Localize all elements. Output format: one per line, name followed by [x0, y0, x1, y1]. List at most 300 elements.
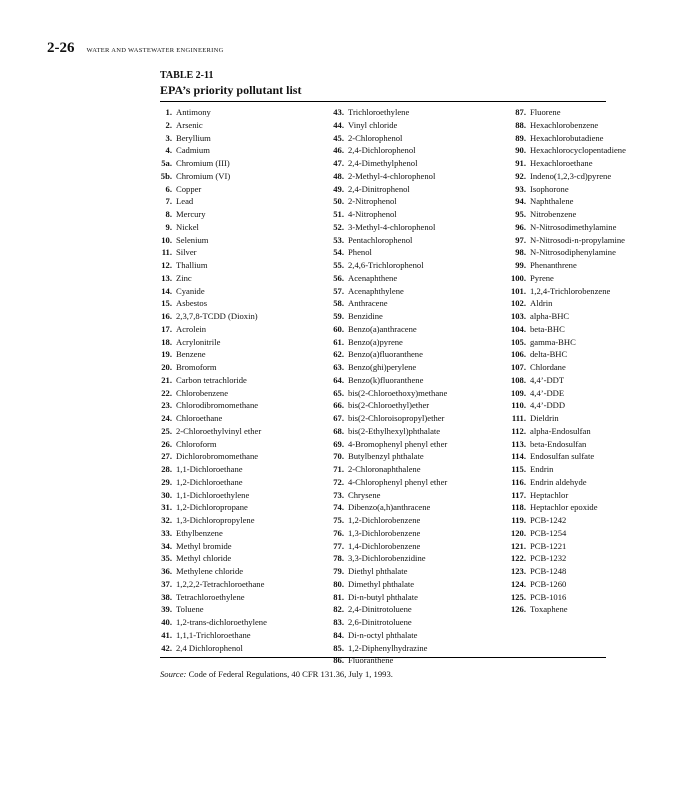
pollutant-name: 1,1-Dichloroethane — [176, 464, 243, 474]
pollutant-number: 111. — [511, 413, 526, 423]
pollutant-name: Naphthalene — [530, 196, 574, 207]
page-number: 2-26 — [47, 40, 75, 56]
pollutant-number: 95. — [515, 209, 526, 219]
pollutant-number: 78. — [333, 553, 344, 564]
pollutant-number: 25. — [161, 425, 172, 436]
pollutant-item — [330, 208, 508, 221]
pollutant-number: 105. — [510, 336, 526, 347]
pollutant-number: 88. — [515, 119, 526, 130]
pollutant-item — [330, 629, 508, 642]
pollutant-item — [160, 272, 328, 285]
pollutant-item — [510, 119, 640, 132]
pollutant-name: Zinc — [176, 272, 192, 283]
pollutant-number: 44. — [333, 119, 344, 130]
table-top-rule — [160, 101, 606, 102]
pollutant-number: 100. — [510, 272, 526, 283]
pollutant-item — [330, 540, 508, 553]
pollutant-number: 97. — [515, 234, 526, 245]
pollutant-name: 1,2-Dichloropropane — [176, 502, 248, 513]
pollutant-item — [160, 336, 328, 349]
pollutant-item — [160, 234, 328, 247]
pollutant-name: 2,4-Dimethylphenol — [348, 158, 418, 168]
pollutant-number: 70. — [333, 451, 344, 462]
pollutant-item — [160, 361, 328, 374]
pollutant-number: 30. — [161, 489, 172, 500]
pollutant-item — [510, 578, 640, 591]
pollutant-number: 117. — [511, 489, 526, 500]
pollutant-item — [510, 144, 640, 157]
pollutant-number: 5a. — [161, 158, 172, 168]
pollutant-number: 47. — [333, 158, 344, 168]
pollutant-item — [510, 272, 640, 285]
pollutant-number: 11. — [161, 247, 172, 258]
pollutant-number: 7. — [165, 196, 172, 207]
pollutant-item — [160, 221, 328, 234]
pollutant-item — [160, 208, 328, 221]
pollutant-name: 2-Nitrophenol — [348, 196, 397, 207]
pollutant-item — [510, 399, 640, 412]
pollutant-number: 101. — [510, 285, 526, 296]
pollutant-item — [330, 106, 508, 119]
pollutant-number: 38. — [161, 591, 172, 602]
pollutant-item — [510, 246, 640, 259]
pollutant-item — [330, 336, 508, 349]
pollutant-item — [510, 374, 640, 387]
pollutant-item — [510, 157, 640, 170]
pollutant-item — [160, 285, 328, 298]
pollutant-item — [160, 170, 328, 183]
pollutant-name: 2,4-Dinitrotoluene — [348, 604, 412, 615]
pollutant-item — [330, 323, 508, 336]
pollutant-item — [330, 234, 508, 247]
pollutant-item — [510, 259, 640, 272]
pollutant-item — [330, 501, 508, 514]
pollutant-number: 17. — [161, 323, 172, 334]
pollutant-name: Toxaphene — [530, 604, 568, 615]
pollutant-item — [330, 183, 508, 196]
pollutant-name: 1,2-trans-dichloroethylene — [176, 617, 267, 627]
pollutant-name: 4-Bromophenyl phenyl ether — [348, 438, 448, 449]
pollutant-number: 41. — [161, 629, 172, 640]
pollutant-number: 15. — [161, 298, 172, 309]
pollutant-item — [330, 310, 508, 323]
pollutant-name: Nickel — [176, 221, 199, 232]
pollutant-name: bis(2-Chloroisopropyl)ether — [348, 413, 445, 423]
pollutant-item — [160, 463, 328, 476]
pollutant-number: 57. — [333, 285, 344, 296]
pollutant-item — [160, 259, 328, 272]
pollutant-item — [510, 221, 640, 234]
pollutant-name: PCB-1221 — [530, 540, 567, 551]
pollutant-name: Dimethyl phthalate — [348, 578, 415, 589]
pollutant-item — [160, 603, 328, 616]
pollutant-item — [330, 591, 508, 604]
pollutant-item — [160, 119, 328, 132]
pollutant-number: 62. — [333, 349, 344, 360]
table-title: EPA’s priority pollutant list — [160, 83, 302, 97]
pollutant-number: 32. — [161, 515, 172, 525]
pollutant-name: Di-n-octyl phthalate — [348, 629, 418, 640]
pollutant-item — [330, 412, 508, 425]
pollutant-number: 34. — [161, 540, 172, 551]
pollutant-number: 89. — [515, 132, 526, 143]
pollutant-item — [330, 578, 508, 591]
pollutant-name: 2,4-Dichlorophenol — [348, 145, 416, 156]
pollutant-number: 61. — [333, 336, 344, 347]
pollutant-number: 42. — [161, 642, 172, 653]
pollutant-number: 72. — [333, 476, 344, 487]
pollutant-number: 36. — [161, 566, 172, 576]
pollutant-number: 37. — [161, 578, 172, 589]
pollutant-number: 77. — [333, 540, 344, 551]
pollutant-item — [330, 603, 508, 616]
pollutant-number: 114. — [511, 451, 526, 462]
pollutant-name: Asbestos — [176, 298, 208, 309]
pollutant-name: Butylbenzyl phthalate — [348, 451, 424, 462]
pollutant-number: 14. — [161, 285, 172, 296]
pollutant-name: Endrin — [530, 464, 554, 474]
pollutant-name: Cyanide — [176, 285, 205, 296]
pollutant-name: Cadmium — [176, 145, 210, 156]
pollutant-item — [160, 144, 328, 157]
pollutant-item — [330, 272, 508, 285]
pollutant-item — [160, 642, 328, 655]
pollutant-item — [510, 552, 640, 565]
pollutant-number: 87. — [515, 107, 526, 117]
pollutant-item — [510, 348, 640, 361]
pollutant-item — [160, 527, 328, 540]
pollutant-name: Benzo(ghi)perylene — [348, 362, 417, 372]
pollutant-item — [510, 285, 640, 298]
pollutant-number: 85. — [333, 642, 344, 653]
table-number: TABLE 2-11 — [160, 70, 214, 81]
pollutant-item — [330, 157, 508, 170]
pollutant-name: 4-Chlorophenyl phenyl ether — [348, 476, 448, 487]
pollutant-item — [510, 170, 640, 183]
pollutant-name: Silver — [176, 247, 197, 258]
pollutant-number: 79. — [333, 566, 344, 576]
pollutant-name: Acrylonitrile — [176, 336, 221, 347]
pollutant-item — [330, 489, 508, 502]
pollutant-number: 27. — [161, 451, 172, 462]
table-bottom-rule — [160, 657, 606, 658]
pollutant-name: 1,4-Dichlorobenzene — [348, 540, 421, 551]
pollutant-item — [330, 399, 508, 412]
pollutant-number: 103. — [510, 311, 526, 321]
pollutant-item — [160, 157, 328, 170]
pollutant-number: 125. — [510, 591, 526, 602]
pollutant-number: 43. — [333, 107, 344, 117]
pollutant-name: PCB-1254 — [530, 527, 567, 538]
pollutant-number: 75. — [333, 515, 344, 525]
pollutant-name: Benzo(a)pyrene — [348, 336, 403, 347]
pollutant-item — [510, 387, 640, 400]
pollutant-number: 40. — [161, 617, 172, 627]
pollutant-name: 1,2-Diphenylhydrazine — [348, 642, 428, 653]
pollutant-item — [160, 323, 328, 336]
pollutant-name: Chromium (III) — [176, 158, 230, 168]
pollutant-name: 1,1-Dichloroethylene — [176, 489, 250, 500]
pollutant-name: 4,4’-DDT — [530, 374, 565, 385]
pollutant-name: Chlordane — [530, 362, 566, 372]
pollutant-number: 67. — [333, 413, 344, 423]
pollutant-number: 60. — [333, 323, 344, 334]
pollutant-number: 49. — [333, 183, 344, 194]
pollutant-name: Benzene — [176, 349, 206, 360]
pollutant-name: Anthracene — [348, 298, 388, 309]
pollutant-item — [510, 234, 640, 247]
pollutant-name: Dichlorobromomethane — [176, 451, 259, 462]
pollutant-item — [510, 514, 640, 527]
pollutant-number: 35. — [161, 553, 172, 564]
pollutant-name: gamma-BHC — [530, 336, 576, 347]
pollutant-name: PCB-1260 — [530, 578, 567, 589]
pollutant-item — [160, 348, 328, 361]
pollutant-name: Acrolein — [176, 323, 207, 334]
pollutant-number: 1. — [165, 107, 172, 117]
source-label: Source: — [160, 669, 187, 679]
pollutant-item — [510, 425, 640, 438]
pollutant-name: bis(2-Chloroethoxy)methane — [348, 387, 448, 398]
pollutant-item — [510, 591, 640, 604]
pollutant-name: Arsenic — [176, 119, 203, 130]
pollutant-item — [510, 361, 640, 374]
page-header — [47, 40, 224, 57]
pollutant-item — [160, 540, 328, 553]
pollutant-item — [160, 616, 328, 629]
pollutant-item — [160, 450, 328, 463]
pollutant-column-1 — [160, 106, 328, 654]
pollutant-item — [160, 183, 328, 196]
pollutant-name: 4,4’-DDD — [530, 400, 566, 411]
pollutant-item — [510, 565, 640, 578]
pollutant-number: 126. — [510, 604, 526, 615]
pollutant-item — [160, 374, 328, 387]
pollutant-number: 19. — [161, 349, 172, 360]
pollutant-name: 1,2,2,2-Tetrachloroethane — [176, 578, 265, 589]
pollutant-item — [160, 297, 328, 310]
pollutant-name: 1,1,1-Trichloroethane — [176, 629, 251, 640]
pollutant-item — [330, 246, 508, 259]
pollutant-item — [510, 183, 640, 196]
running-title: WATER AND WASTEWATER ENGINEERING — [86, 47, 224, 54]
pollutant-name: 2-Chlorophenol — [348, 132, 403, 143]
pollutant-name: Chromium (VI) — [176, 170, 231, 181]
pollutant-name: bis(2-Chloroethyl)ether — [348, 400, 430, 411]
pollutant-item — [160, 514, 328, 527]
pollutant-number: 4. — [165, 145, 172, 156]
pollutant-item — [330, 374, 508, 387]
pollutant-name: bis(2-Ethylhexyl)phthalate — [348, 425, 441, 436]
pollutant-item — [160, 489, 328, 502]
pollutant-name: Beryllium — [176, 132, 211, 143]
pollutant-number: 82. — [333, 604, 344, 615]
pollutant-number: 115. — [511, 464, 526, 474]
pollutant-name: Dibenzo(a,h)anthracene — [348, 502, 431, 513]
pollutant-name: 2,3,7,8-TCDD (Dioxin) — [176, 311, 258, 321]
source-text: Code of Federal Regulations, 40 CFR 131.36, July 1, 1993. — [188, 669, 393, 679]
pollutant-item — [330, 195, 508, 208]
pollutant-number: 2. — [165, 119, 172, 130]
pollutant-number: 58. — [333, 298, 344, 309]
pollutant-number: 84. — [333, 629, 344, 640]
pollutant-item — [160, 629, 328, 642]
pollutant-number: 71. — [333, 464, 344, 474]
pollutant-item — [510, 603, 640, 616]
pollutant-number: 39. — [161, 604, 172, 615]
pollutant-number: 29. — [161, 476, 172, 487]
pollutant-name: delta-BHC — [530, 349, 568, 360]
pollutant-item — [510, 489, 640, 502]
pollutant-number: 69. — [333, 438, 344, 449]
pollutant-item — [510, 208, 640, 221]
pollutant-number: 83. — [333, 617, 344, 627]
pollutant-name: Bromoform — [176, 362, 217, 372]
pollutant-item — [510, 463, 640, 476]
pollutant-item — [330, 221, 508, 234]
pollutant-name: Endrin aldehyde — [530, 476, 587, 487]
pollutant-item — [330, 387, 508, 400]
pollutant-item — [510, 297, 640, 310]
pollutant-number: 99. — [515, 260, 526, 270]
pollutant-item — [160, 195, 328, 208]
table-source-note — [160, 669, 393, 679]
pollutant-number: 108. — [510, 374, 526, 385]
pollutant-number: 74. — [333, 502, 344, 513]
pollutant-number: 92. — [515, 170, 526, 181]
pollutant-name: Benzo(a)anthracene — [348, 323, 417, 334]
pollutant-number: 106. — [510, 349, 526, 360]
pollutant-item — [330, 450, 508, 463]
pollutant-name: 1,2-Dichloroethane — [176, 476, 243, 487]
pollutant-number: 68. — [333, 425, 344, 436]
pollutant-number: 51. — [333, 209, 344, 219]
pollutant-number: 80. — [333, 578, 344, 589]
pollutant-item — [510, 336, 640, 349]
pollutant-name: Mercury — [176, 209, 206, 219]
pollutant-item — [330, 297, 508, 310]
pollutant-name: 2-Chloroethylvinyl ether — [176, 425, 262, 436]
pollutant-number: 6. — [165, 183, 172, 194]
pollutant-number: 121. — [510, 540, 526, 551]
pollutant-item — [330, 119, 508, 132]
pollutant-number: 94. — [515, 196, 526, 207]
pollutant-name: N-Nitrosodiphenylamine — [530, 247, 616, 258]
pollutant-name: 2-Methyl-4-chlorophenol — [348, 170, 436, 181]
pollutant-number: 81. — [333, 591, 344, 602]
pollutant-name: Selenium — [176, 234, 209, 245]
pollutant-name: Aldrin — [530, 298, 553, 309]
pollutant-item — [330, 514, 508, 527]
pollutant-name: Chloroethane — [176, 413, 223, 423]
pollutant-item — [160, 425, 328, 438]
pollutant-item — [160, 399, 328, 412]
pollutant-item — [160, 412, 328, 425]
pollutant-number: 33. — [161, 527, 172, 538]
pollutant-name: 3,3-Dichlorobenzidine — [348, 553, 426, 564]
pollutant-name: Methylene chloride — [176, 566, 244, 576]
pollutant-number: 102. — [510, 298, 526, 309]
pollutant-number: 86. — [333, 655, 344, 666]
pollutant-name: PCB-1016 — [530, 591, 567, 602]
pollutant-number: 46. — [333, 145, 344, 156]
pollutant-number: 122. — [510, 553, 526, 564]
pollutant-number: 116. — [511, 476, 526, 487]
pollutant-item — [160, 132, 328, 145]
pollutant-item — [330, 348, 508, 361]
pollutant-number: 5b. — [160, 170, 172, 181]
pollutant-item — [510, 501, 640, 514]
pollutant-name: Toluene — [176, 604, 204, 615]
pollutant-name: Vinyl chloride — [348, 119, 398, 130]
pollutant-name: Nitrobenzene — [530, 209, 577, 219]
pollutant-name: 1,3-Dichloropropylene — [176, 515, 255, 525]
pollutant-number: 96. — [515, 221, 526, 232]
pollutant-item — [330, 132, 508, 145]
pollutant-item — [330, 425, 508, 438]
pollutant-name: Pentachlorophenol — [348, 234, 413, 245]
pollutant-name: Chloroform — [176, 438, 217, 449]
pollutant-number: 18. — [161, 336, 172, 347]
pollutant-number: 13. — [161, 272, 172, 283]
pollutant-number: 26. — [161, 438, 172, 449]
pollutant-item — [510, 412, 640, 425]
pollutant-item — [510, 438, 640, 451]
pollutant-name: beta-Endosulfan — [530, 438, 587, 449]
pollutant-name: 4-Nitrophenol — [348, 209, 397, 219]
pollutant-number: 119. — [511, 515, 526, 525]
pollutant-name: 1,3-Dichlorobenzene — [348, 527, 421, 538]
pollutant-item — [160, 565, 328, 578]
pollutant-item — [510, 310, 640, 323]
pollutant-name: Methyl chloride — [176, 553, 232, 564]
pollutant-number: 12. — [161, 260, 172, 270]
pollutant-name: Lead — [176, 196, 194, 207]
pollutant-item — [330, 476, 508, 489]
pollutant-column-3 — [510, 106, 640, 616]
pollutant-name: 1,2,4-Trichlorobenzene — [530, 285, 611, 296]
pollutant-name: 2-Chloronaphthalene — [348, 464, 421, 474]
pollutant-item — [330, 361, 508, 374]
pollutant-number: 120. — [510, 527, 526, 538]
pollutant-item — [160, 106, 328, 119]
pollutant-item — [160, 438, 328, 451]
pollutant-number: 23. — [161, 400, 172, 411]
pollutant-item — [160, 387, 328, 400]
pollutant-item — [510, 450, 640, 463]
pollutant-item — [330, 144, 508, 157]
pollutant-column-2 — [330, 106, 508, 667]
pollutant-number: 63. — [333, 362, 344, 372]
pollutant-number: 76. — [333, 527, 344, 538]
pollutant-number: 98. — [515, 247, 526, 258]
pollutant-number: 54. — [333, 247, 344, 258]
pollutant-number: 123. — [510, 566, 526, 576]
pollutant-name: PCB-1232 — [530, 553, 567, 564]
pollutant-name: PCB-1242 — [530, 515, 567, 525]
pollutant-name: alpha-BHC — [530, 311, 570, 321]
pollutant-name: Antimony — [176, 107, 211, 117]
pollutant-number: 52. — [333, 221, 344, 232]
pollutant-number: 118. — [511, 502, 526, 513]
pollutant-item — [510, 195, 640, 208]
pollutant-name: N-Nitrosodimethylamine — [530, 221, 617, 232]
pollutant-number: 110. — [511, 400, 526, 411]
pollutant-name: Indeno(1,2,3-cd)pyrene — [530, 170, 612, 181]
pollutant-name: Chrysene — [348, 489, 381, 500]
pollutant-name: Hexachlorocyclopentadiene — [530, 145, 626, 156]
pollutant-item — [330, 527, 508, 540]
